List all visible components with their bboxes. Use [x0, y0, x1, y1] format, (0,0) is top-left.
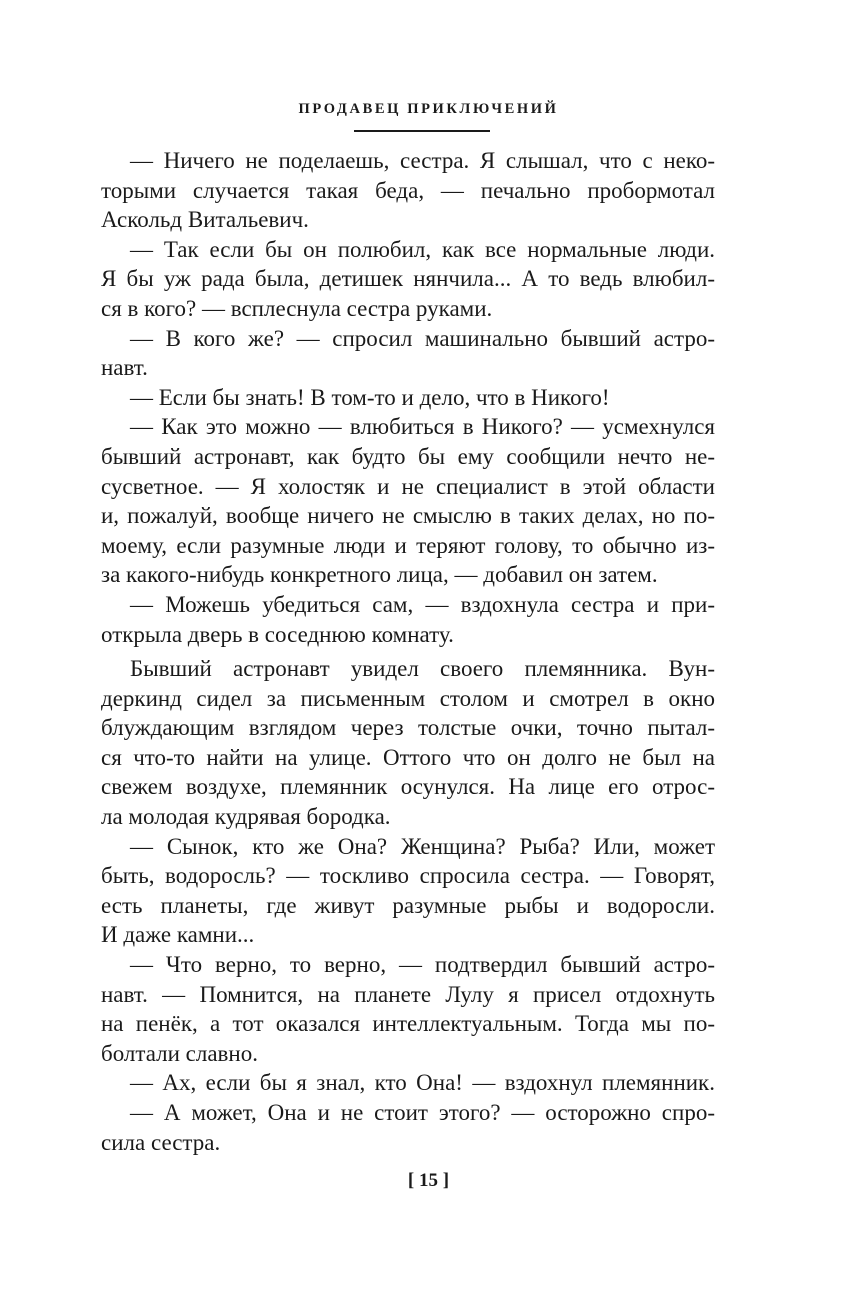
text-line: Аскольд Витальевич. — [101, 207, 309, 233]
text-line: ла молодая кудрявая бородка. — [101, 804, 391, 830]
text-line: Бывший астронавт увидел своего племянника. Вун- — [130, 656, 715, 682]
text-line: — Можешь убедиться сам, — вздохнула сестра и при- — [130, 591, 715, 617]
text-line: навт. — Помнится, на планете Лулу я присел отдохнуть — [101, 981, 715, 1007]
text-line: — В кого же? — спросил машинально бывший астро- — [130, 325, 715, 351]
text-line: И даже камни... — [101, 922, 255, 948]
text-line: деркинд сидел за письменным столом и смотрел в окно — [101, 685, 715, 711]
text-line: — Сынок, кто же Она? Женщина? Рыба? Или, может — [130, 833, 715, 859]
running-head-rule — [354, 130, 490, 132]
text-line: бывший астронавт, как будто бы ему сообщили нечто не- — [101, 443, 715, 469]
running-head: ПРОДАВЕЦ ПРИКЛЮЧЕНИЙ — [298, 101, 559, 117]
text-line: свежем воздухе, племянник осунулся. На лице его отрос- — [101, 774, 715, 800]
text-line: — Как это можно — влюбиться в Никого? — усмехнулся — [130, 414, 715, 440]
body-text — [101, 146, 715, 1157]
text-line: блуждающим взглядом через толстые очки, точно пытал- — [101, 715, 715, 741]
text-line: — Если бы знать! В том-то и дело, что в Никого! — [130, 384, 610, 410]
text-line: за какого-нибудь конкретного лица, — добавил он затем. — [101, 562, 658, 588]
text-line: — А может, Она и не стоит этого? — осторожно спро- — [130, 1100, 715, 1125]
text-line: торыми случается такая беда, — печально пробормотал — [101, 177, 715, 203]
text-line: — Ничего не поделаешь, сестра. Я слышал, что с неко- — [130, 148, 715, 173]
text-line: открыла дверь в соседнюю комнату. — [101, 621, 454, 647]
text-line: и, пожалуй, вообще ничего не смыслю в таких делах, но по- — [101, 503, 715, 529]
text-line: сусветное. — Я холостяк и не специалист в этой области — [101, 473, 715, 499]
text-line: моему, если разумные люди и теряют голову, то обычно из- — [101, 532, 715, 558]
text-line: на пенёк, а тот оказался интеллектуальным. Тогда мы по- — [101, 1011, 715, 1037]
text-line: быть, водоросль? — тоскливо спросила сестра. — Говорят, — [101, 863, 715, 889]
text-line: ся что-то найти на улице. Оттого что он долго не был на — [101, 744, 715, 770]
text-line: есть планеты, где живут разумные рыбы и водоросли. — [101, 892, 715, 918]
text-line: — Ах, если бы я знал, кто Она! — вздохнул племянник. — [130, 1070, 715, 1096]
text-line: — Что верно, то верно, — подтвердил бывший астро- — [130, 952, 715, 978]
page-number: [ 15 ] — [407, 1170, 450, 1191]
text-line: болтали славно. — [101, 1040, 258, 1066]
text-line: сила сестра. — [101, 1129, 221, 1155]
text-line: ся в кого? — всплеснула сестра руками. — [101, 295, 493, 321]
text-line: навт. — [101, 355, 148, 381]
text-line: — Так если бы он полюбил, как все нормальные люди. — [130, 236, 715, 262]
text-line: Я бы уж рада была, детишек нянчила... А то ведь влюбил- — [101, 266, 715, 292]
